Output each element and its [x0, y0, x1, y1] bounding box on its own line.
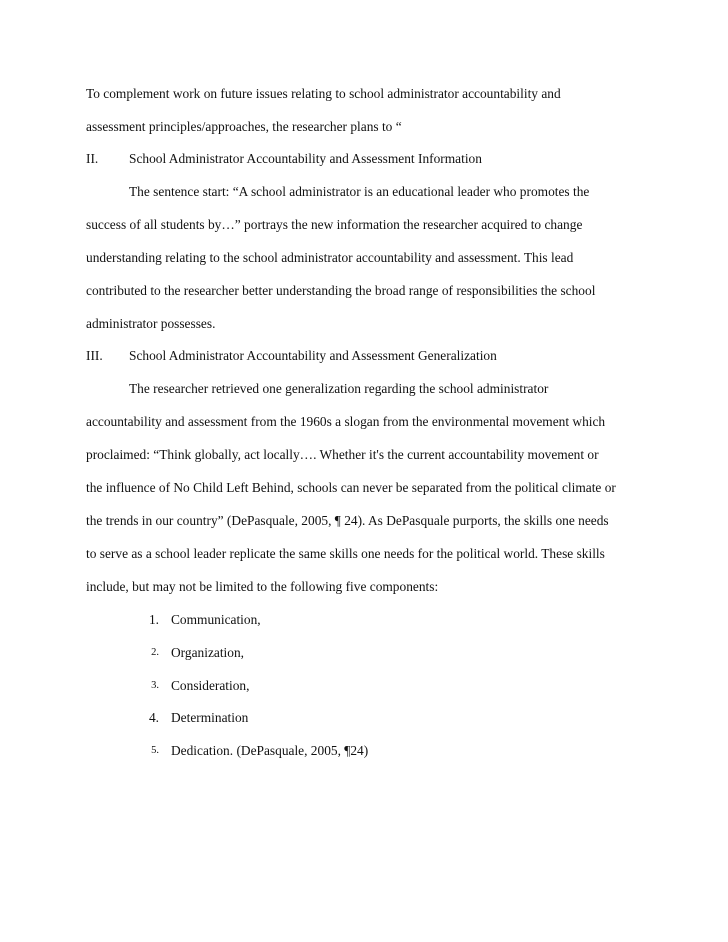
list-item-5-text: Dedication. (DePasquale, 2005, ¶24): [171, 743, 369, 758]
intro-line-1: To complement work on future issues relating to school administrator accountability and: [86, 86, 561, 101]
list-item-2-text: Organization,: [171, 645, 245, 660]
section-3-number: III.: [86, 348, 103, 363]
list-item-2-number: 2.: [151, 647, 159, 658]
section-3-line-6: to serve as a school leader replicate the same skills one needs for the political world. These skills: [86, 546, 605, 561]
section-2-heading: School Administrator Accountability and Assessment Information: [129, 151, 482, 166]
section-2-line-4: contributed to the researcher better understanding the broad range of responsibilities the school: [86, 283, 596, 298]
list-item-3-text: Consideration,: [171, 678, 250, 693]
section-2-line-1: The sentence start: “A school administrator is an educational leader who promotes the: [129, 184, 590, 199]
list-item-3-number: 3.: [151, 680, 159, 691]
intro-line-2: assessment principles/approaches, the researcher plans to “: [86, 119, 402, 134]
list-item-5-number: 5.: [151, 745, 159, 756]
list-item-1-text: Communication,: [171, 612, 261, 627]
list-item-4-text: Determination: [171, 710, 249, 725]
section-2-line-5: administrator possesses.: [86, 316, 216, 331]
section-3-line-1: The researcher retrieved one generalization regarding the school administrator: [129, 381, 549, 396]
list-item-4-number: 4.: [148, 710, 159, 725]
section-3-line-7: include, but may not be limited to the following five components:: [86, 579, 439, 594]
section-3-line-5: the trends in our country” (DePasquale, 2005, ¶ 24). As DePasquale purports, the skills one needs: [86, 513, 609, 528]
section-3-line-3: proclaimed: “Think globally, act locally…. Whether it's the current accountability movement or: [86, 447, 599, 462]
section-2-number: II.: [86, 151, 99, 166]
list-item-1-number: 1.: [148, 612, 159, 627]
section-2-line-3: understanding relating to the school administrator accountability and assessment. This lead: [86, 250, 574, 265]
section-3-heading: School Administrator Accountability and Assessment Generalization: [129, 348, 497, 363]
section-3-line-4: the influence of No Child Left Behind, schools can never be separated from the political climate or: [86, 480, 616, 495]
section-3-line-2: accountability and assessment from the 1960s a slogan from the environmental movement which: [86, 414, 606, 429]
section-2-line-2: success of all students by…” portrays the new information the researcher acquired to change: [86, 217, 583, 232]
